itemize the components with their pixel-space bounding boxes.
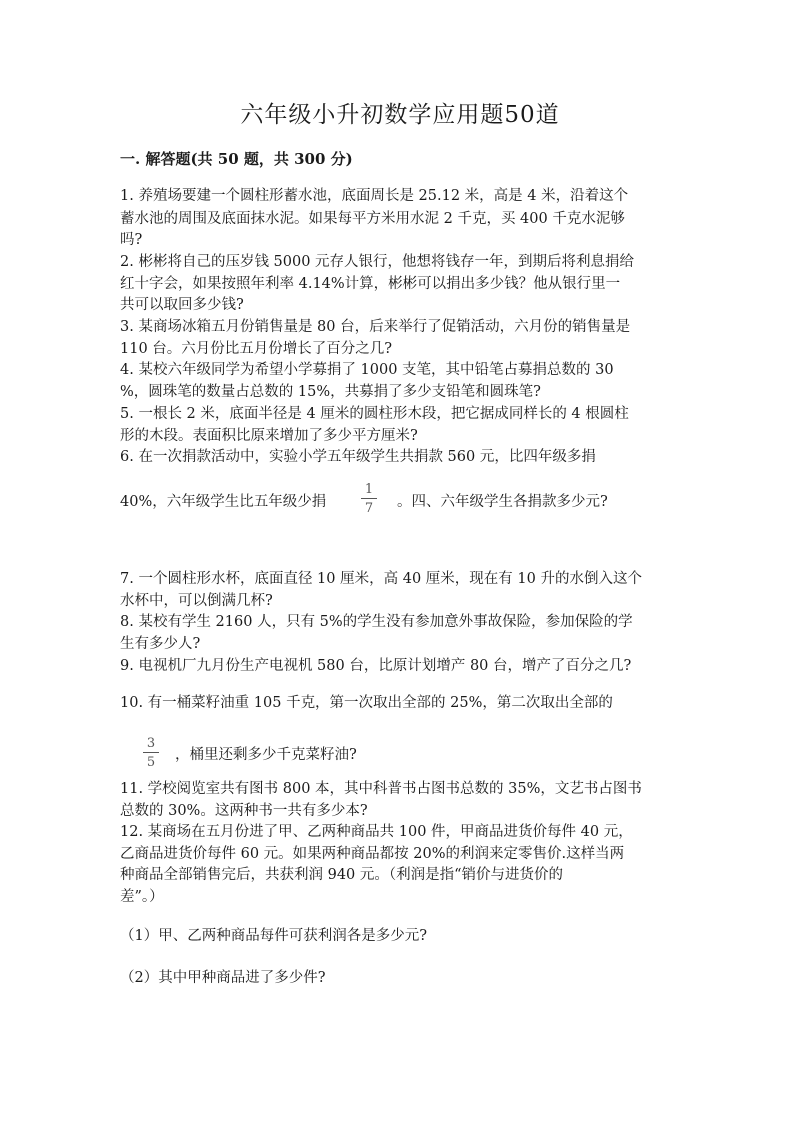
question-10-line-1: 10. 有一桶菜籽油重 105 千克，第一次取出全部的 25%，第二次取出全部的 bbox=[120, 695, 613, 711]
question-5-line-1: 5. 一根长 2 米，底面半径是 4 厘米的圆柱形木段，把它据成同样长的 4 根圆柱 bbox=[120, 406, 629, 422]
question-7-line-1: 7. 一个圆柱形水杯，底面直径 10 厘米，高 40 厘米，现在有 10 升的水倒入这个 bbox=[120, 571, 642, 587]
fraction-numerator: 3 bbox=[146, 736, 156, 751]
question-11-line-1: 11. 学校阅览室共有图书 800 本，其中科普书占图书总数的 35%，文艺书占图书 bbox=[120, 781, 642, 797]
question-12-subquestion-1: （1）甲、乙两种商品每件可获利润各是多少元? bbox=[120, 928, 427, 944]
question-5-line-2: 形的木段。表面积比原来增加了多少平方厘米? bbox=[120, 428, 418, 444]
question-1-line-2: 蓄水池的周围及底面抹水泥。如果每平方米用水泥 2 千克，买 400 千克水泥够 bbox=[120, 211, 625, 227]
question-12-line-1: 12. 某商场在五月份进了甲、乙两种商品共 100 件，甲商品进货价每件 40 元， bbox=[120, 824, 633, 840]
question-1-line-1: 1. 养殖场要建一个圆柱形蓄水池，底面周长是 25.12 米，高是 4 米，沿着这个 bbox=[120, 188, 629, 204]
question-12-line-2: 乙商品进货价每件 60 元。如果两种商品都按 20%的利润来定零售价.这样当两 bbox=[120, 846, 625, 862]
question-12-line-3: 种商品全部销售完后，共获利润 940 元。（利润是指“销价与进货价的 bbox=[120, 867, 564, 883]
fraction-numerator: 1 bbox=[364, 482, 374, 497]
question-8-line-2: 生有多少人? bbox=[120, 636, 201, 652]
fraction-bar bbox=[143, 752, 159, 753]
question-6-line-2-part-1: 40%，六年级学生比五年级少捐 bbox=[120, 494, 327, 510]
section-heading: 一. 解答题(共 50 题，共 300 分) bbox=[120, 150, 353, 168]
question-12-line-4: 差”。） bbox=[120, 889, 164, 905]
question-12-subquestion-2: （2）其中甲种商品进了多少件? bbox=[120, 970, 326, 986]
question-2-line-1: 2. 彬彬将自己的压岁钱 5000 元存人银行，他想将钱存一年，到期后将利息捐给 bbox=[120, 254, 635, 270]
question-3-line-1: 3. 某商场冰箱五月份销售量是 80 台，后来举行了促销活动，六月份的销售量是 bbox=[120, 319, 631, 335]
question-6-line-1: 6. 在一次捐款活动中，实验小学五年级学生共捐款 560 元，比四年级多捐 bbox=[120, 449, 596, 465]
question-3-line-2: 110 台。六月份比五月份增长了百分之几? bbox=[120, 341, 393, 357]
question-2-line-3: 共可以取回多少钱? bbox=[120, 297, 244, 313]
question-2-line-2: 红十字会，如果按照年利率 4.14%计算，彬彬可以捐出多少钱？他从银行里一 bbox=[120, 276, 621, 292]
question-1-line-3: 吗? bbox=[120, 232, 143, 248]
question-6-line-2-part-2: 。四、六年级学生各捐款多少元? bbox=[397, 494, 608, 510]
question-8-line-1: 8. 某校有学生 2160 人，只有 5%的学生没有参加意外事故保险，参加保险的学 bbox=[120, 614, 633, 630]
question-9-line-1: 9. 电视机厂九月份生产电视机 580 台，比原计划增产 80 台，增产了百分之几? bbox=[120, 658, 632, 674]
page-title: 六年级小升初数学应用题50道 bbox=[240, 102, 560, 128]
fraction-denominator: 5 bbox=[146, 755, 156, 770]
fraction-bar bbox=[361, 498, 377, 499]
question-10-fraction bbox=[143, 736, 159, 770]
question-10-line-2: ，桶里还剩多少千克菜籽油? bbox=[175, 747, 357, 763]
fraction-denominator: 7 bbox=[364, 501, 374, 516]
question-4-line-2: %，圆珠笔的数量占总数的 15%，共募捐了多少支铅笔和圆珠笔? bbox=[120, 384, 541, 400]
question-4-line-1: 4. 某校六年级同学为希望小学募捐了 1000 支笔，其中铅笔占募捐总数的 30 bbox=[120, 362, 614, 378]
question-6-fraction bbox=[361, 482, 377, 516]
question-7-line-2: 水杯中，可以倒满几杯? bbox=[120, 593, 273, 609]
question-11-line-2: 总数的 30%。这两种书一共有多少本? bbox=[120, 803, 368, 819]
